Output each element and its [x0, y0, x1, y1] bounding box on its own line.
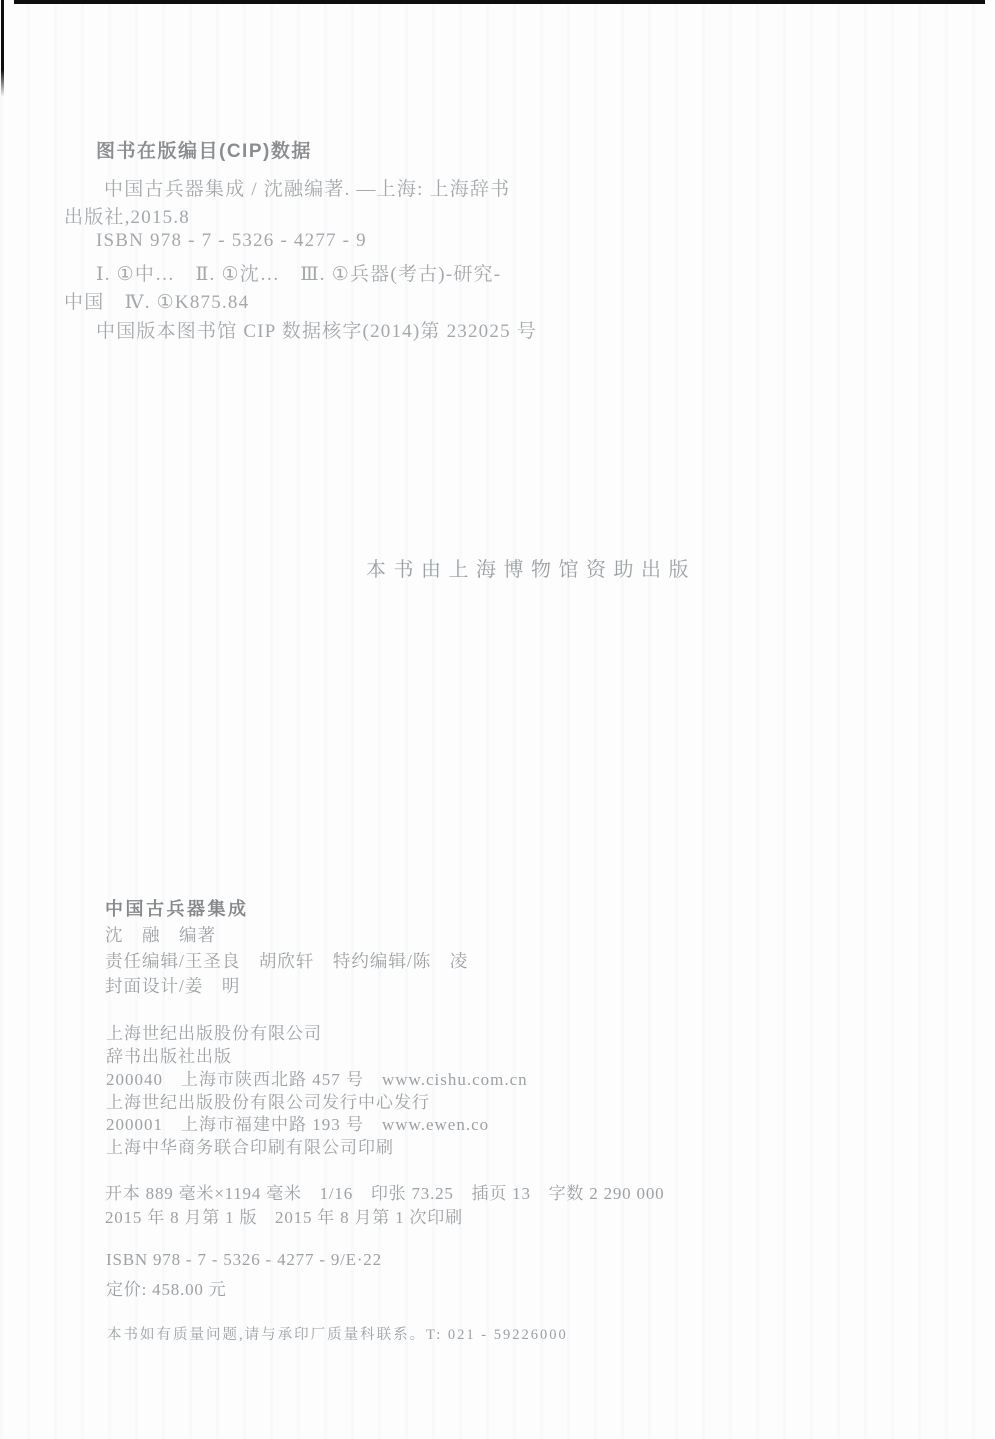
cip-classification-2: 中国 Ⅳ. ①K875.84 — [64, 292, 250, 313]
edition-spec-line: 2015 年 8 月第 1 版 2015 年 8 月第 1 次印刷 — [105, 1208, 463, 1227]
book-title: 中国古兵器集成 — [105, 899, 249, 919]
publisher-group: 上海世纪出版股份有限公司 — [106, 1024, 322, 1043]
publisher-address-1: 200040 上海市陕西北路 457 号 www.cishu.com.cn — [106, 1070, 528, 1089]
cip-title-statement: 中国古兵器集成 / 沈融编著. —上海: 上海辞书 — [104, 179, 511, 200]
price-line: 定价: 458.00 元 — [106, 1280, 227, 1299]
cover-design-line: 封面设计/姜 明 — [105, 976, 241, 996]
editors-line: 责任编辑/王圣良 胡欣轩 特约编辑/陈 凌 — [105, 951, 469, 971]
publisher-press: 辞书出版社出版 — [106, 1047, 232, 1066]
isbn-line: ISBN 978 - 7 - 5326 - 4277 - 9/E·22 — [106, 1250, 382, 1269]
publisher-distribution: 上海世纪出版股份有限公司发行中心发行 — [106, 1093, 430, 1112]
author-line: 沈 融 编著 — [105, 925, 216, 945]
printer-line: 上海中华商务联合印刷有限公司印刷 — [106, 1138, 394, 1157]
cip-heading: 图书在版编目(CIP)数据 — [96, 141, 312, 162]
scan-top-edge-line — [14, 0, 985, 4]
format-spec-line: 开本 889 毫米×1194 毫米 1/16 印张 73.25 插页 13 字数 2 290 000 — [105, 1184, 665, 1203]
quality-contact-note: 本书如有质量问题,请与承印厂质量科联系。T: 021 - 59226000 — [107, 1327, 568, 1343]
cip-record-number: 中国版本图书馆 CIP 数据核字(2014)第 232025 号 — [96, 321, 537, 342]
cip-publisher-year: 出版社,2015.8 — [64, 207, 191, 228]
cip-isbn: ISBN 978 - 7 - 5326 - 4277 - 9 — [96, 230, 367, 251]
publisher-address-2: 200001 上海市福建中路 193 号 www.ewen.co — [106, 1115, 490, 1134]
scan-left-edge-line — [1, 0, 4, 97]
cip-classification-1: Ⅰ. ①中… Ⅱ. ①沈… Ⅲ. ①兵器(考古)-研究- — [96, 264, 502, 285]
sponsor-note: 本书由上海博物馆资助出版 — [366, 559, 696, 581]
